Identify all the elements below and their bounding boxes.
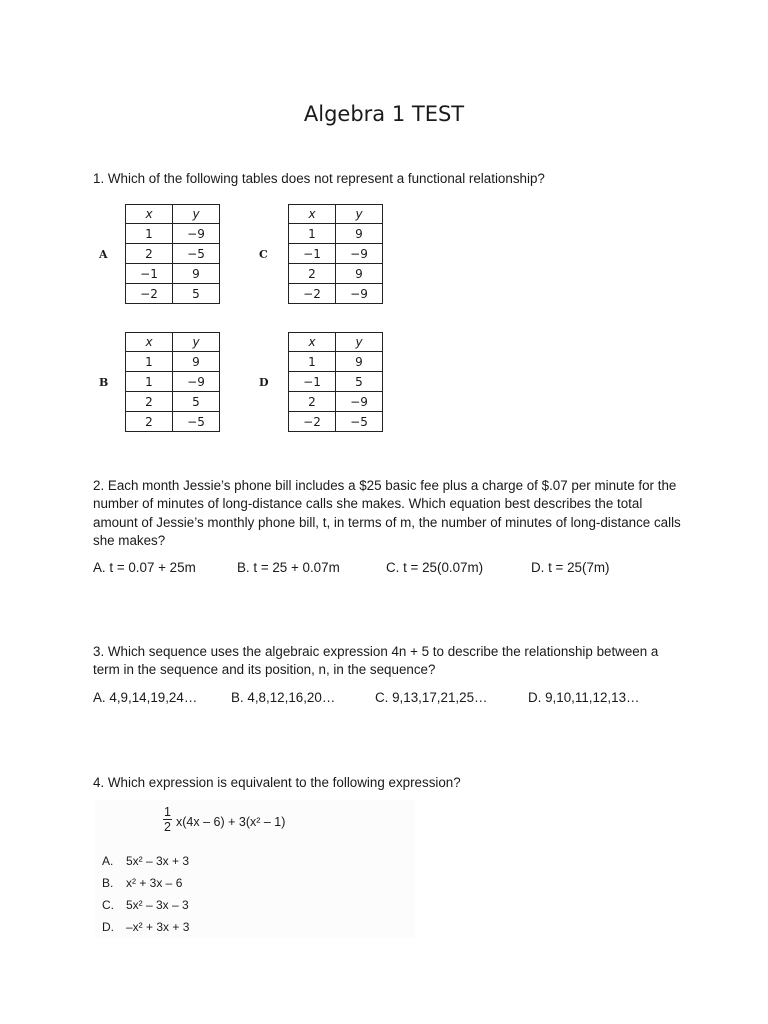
q4-option-b-letter: B. xyxy=(102,876,114,890)
table-d-cell: −9 xyxy=(336,392,383,412)
table-b-cell: 2 xyxy=(126,392,173,412)
question-1-text: 1. Which of the following tables does not represent a functional relationship? xyxy=(93,171,545,186)
table-c-cell: 2 xyxy=(289,264,336,284)
table-c-letter: C xyxy=(259,248,268,261)
q4-option-d-text: –x² + 3x + 3 xyxy=(126,920,190,934)
q4-option-d-letter: D. xyxy=(102,920,114,934)
q4-option-b xyxy=(102,876,182,890)
q4-option-c-text: 5x² – 3x – 3 xyxy=(126,898,189,912)
table-a-cell: 1 xyxy=(126,224,173,244)
table-d-cell: −1 xyxy=(289,372,336,392)
question-4-text: 4. Which expression is equivalent to the following expression? xyxy=(93,775,461,790)
table-d-header-y: y xyxy=(336,333,383,352)
question-3-text: 3. Which sequence uses the algebraic expression 4n + 5 to describe the relationship between a term in the sequence and its position, n, in the sequence? xyxy=(93,644,659,678)
fraction-denominator: 2 xyxy=(164,820,171,834)
q3-choice-b: B. 4,8,12,16,20… xyxy=(231,690,336,705)
table-b-cell: 1 xyxy=(126,372,173,392)
table-c-cell: −2 xyxy=(289,284,336,304)
table-c-cell: 9 xyxy=(336,224,383,244)
table-a-letter: A xyxy=(99,248,108,261)
q2-choice-d: D. t = 25(7m) xyxy=(531,560,610,575)
table-d-cell: −5 xyxy=(336,412,383,432)
table-d-cell: −2 xyxy=(289,412,336,432)
table-a-header-y: y xyxy=(173,205,220,224)
table-b-cell: 2 xyxy=(126,412,173,432)
table-b-header-y: y xyxy=(173,333,220,352)
table-b-cell: 5 xyxy=(173,392,220,412)
table-b-letter: B xyxy=(99,376,109,389)
table-c xyxy=(288,204,383,304)
table-d-cell: 9 xyxy=(336,352,383,372)
fraction-numerator: 1 xyxy=(164,805,171,819)
table-d-cell: 1 xyxy=(289,352,336,372)
table-c-header-y: y xyxy=(336,205,383,224)
table-c-cell: −9 xyxy=(336,284,383,304)
q3-choice-c: C. 9,13,17,21,25… xyxy=(375,690,488,705)
table-c-cell: −9 xyxy=(336,244,383,264)
table-b-cell: −5 xyxy=(173,412,220,432)
q4-option-a-text: 5x² – 3x + 3 xyxy=(126,854,190,868)
table-a-cell: 5 xyxy=(173,284,220,304)
q4-option-c xyxy=(102,898,189,912)
table-b-cell: −9 xyxy=(173,372,220,392)
q4-option-b-text: x² + 3x – 6 xyxy=(126,876,183,890)
page-title: Algebra 1 TEST xyxy=(303,102,465,126)
table-a-cell: −1 xyxy=(126,264,173,284)
q4-option-a-letter: A. xyxy=(102,854,114,868)
table-a xyxy=(125,204,220,304)
table-b-cell: 9 xyxy=(173,352,220,372)
question-2-text: 2. Each month Jessie’s phone bill includes a $25 basic fee plus a charge of $.07 per minute for the number of minutes of long-distance calls she makes. Which equation best describes the total amount of Jessie’s monthly phone bill, t, in terms of m, the number of minutes of long-distance calls she makes? xyxy=(93,478,681,549)
table-b xyxy=(125,332,220,432)
q3-choice-d: D. 9,10,11,12,13… xyxy=(528,690,640,705)
table-c-header-x: x xyxy=(289,205,336,224)
q2-choice-a: A. t = 0.07 + 25m xyxy=(93,560,196,575)
table-a-cell: 9 xyxy=(173,264,220,284)
table-b-cell: 1 xyxy=(126,352,173,372)
table-a-cell: −5 xyxy=(173,244,220,264)
table-c-cell: 1 xyxy=(289,224,336,244)
q4-option-a xyxy=(102,854,189,868)
table-d xyxy=(288,332,383,432)
table-c-cell: 9 xyxy=(336,264,383,284)
table-a-cell: −2 xyxy=(126,284,173,304)
table-a-header-x: x xyxy=(126,205,173,224)
fraction-one-half xyxy=(163,805,172,834)
table-c-cell: −1 xyxy=(289,244,336,264)
table-b-header-x: x xyxy=(126,333,173,352)
table-a-cell: −9 xyxy=(173,224,220,244)
table-d-letter: D xyxy=(259,376,269,389)
q4-option-d xyxy=(102,920,189,934)
q2-choice-c: C. t = 25(0.07m) xyxy=(386,560,484,575)
table-d-cell: 2 xyxy=(289,392,336,412)
table-a-cell: 2 xyxy=(126,244,173,264)
expression-body: x(4x – 6) + 3(x² – 1) xyxy=(176,815,286,829)
table-d-header-x: x xyxy=(289,333,336,352)
q3-choice-a: A. 4,9,14,19,24… xyxy=(93,690,198,705)
q4-option-c-letter: C. xyxy=(102,898,114,912)
q2-choice-b: B. t = 25 + 0.07m xyxy=(237,560,340,575)
table-d-cell: 5 xyxy=(336,372,383,392)
